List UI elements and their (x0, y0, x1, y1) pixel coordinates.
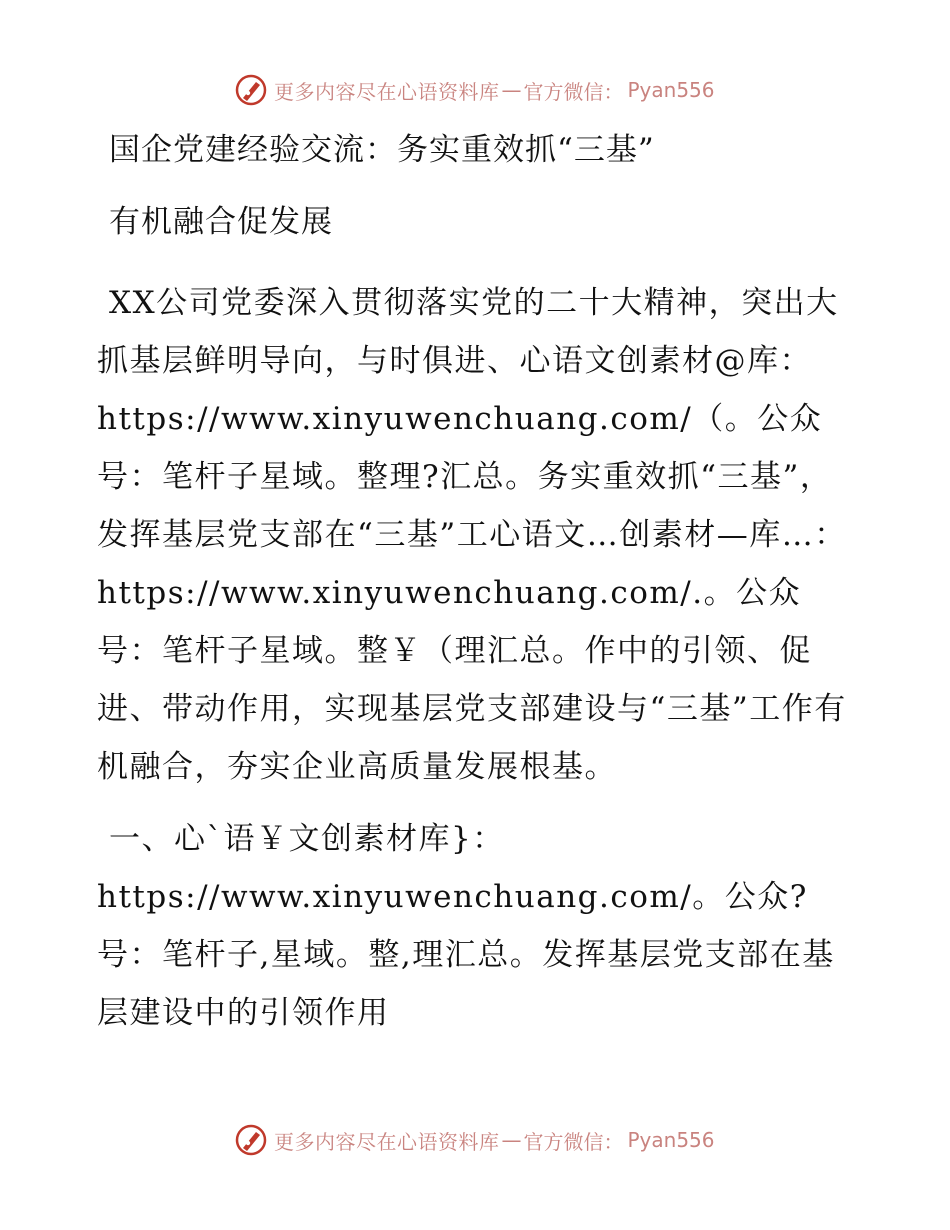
pen-logo-icon (234, 73, 268, 107)
document-body (97, 124, 857, 1042)
watermark-official-label: 官方微信： (523, 1129, 624, 1154)
watermark-text: 更多内容尽在心语资料库 (274, 1129, 500, 1154)
document-title-line-2: 有机融合促发展 (109, 204, 333, 240)
body-paragraph-2: 一、心`语￥文创素材库}：https://www.xinyuwenchuang.com/。公众?号：笔杆子,星域。整,理汇总。发挥基层党支部在基层建设中的引领作用 (97, 821, 835, 1031)
header-watermark (234, 70, 754, 110)
watermark-dash: — (501, 78, 522, 102)
watermark-dash: — (501, 1128, 522, 1152)
watermark-text: 更多内容尽在心语资料库 (274, 79, 500, 104)
body-paragraph-1: XX公司党委深入贯彻落实党的二十大精神，突出大抓基层鲜明导向，与时俱进、心语文创素材@库：https://www.xinyuwenchuang.com/（。公众号：笔杆子星域。整理?汇总。务实重效抓“三基”，发挥基层党支部在“三基”工心语文…创素材—库…：https://www.xinyuwenchuang.com/.。公众号：笔杆子星域。整￥（理汇总。作中的引领、促进、带动作用，实现基层党支部建设与“三基”工作有机融合，夯实企业高质量发展根基。 (97, 285, 847, 785)
footer-watermark (234, 1120, 754, 1160)
watermark-handle: Pyan556 (627, 1128, 715, 1152)
watermark-official-label: 官方微信： (523, 79, 624, 104)
document-title-line-1: 国企党建经验交流：务实重效抓“三基” (109, 132, 655, 168)
pen-logo-icon (234, 1123, 268, 1157)
watermark-handle: Pyan556 (627, 78, 715, 102)
